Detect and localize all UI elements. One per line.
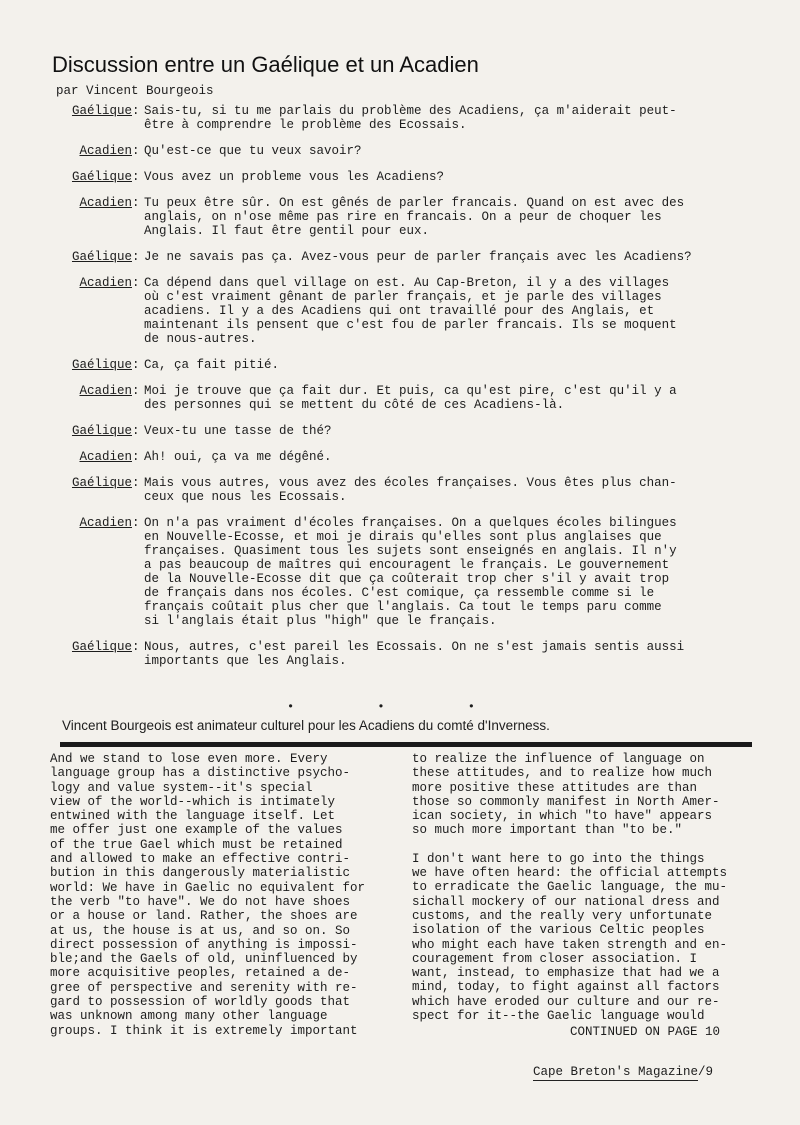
dialogue-turn [40, 516, 760, 628]
continued-note: CONTINUED ON PAGE 10 [570, 1025, 721, 1040]
speaker-colon: : [132, 144, 140, 158]
speech-line: Nous, autres, c'est pareil les Ecossais. On ne s'est jamais sentis aussi [144, 640, 685, 654]
text-line: ble;and the Gaels of old, uninfluenced by [50, 952, 358, 967]
speech-line: français coûtait plus cher que l'anglais. Ca tout le temps paru comme [144, 600, 662, 614]
speaker-label: Acadien [79, 384, 132, 398]
text-line: more positive these attitudes are than [412, 780, 698, 795]
text-line: more acquisitive peoples, retained a de- [50, 966, 351, 981]
speech-line: où c'est vraiment gênant de parler français, et je parle des villages [144, 290, 662, 304]
text-line: and allowed to make an effective contri- [50, 852, 351, 867]
speech-text [144, 358, 760, 372]
speech-text [144, 476, 760, 504]
speaker-label: Gaélique [71, 250, 132, 264]
speaker-label: Gaélique [71, 424, 132, 438]
speech-text [144, 276, 760, 346]
divider-rule [60, 742, 752, 747]
speaker-label: Gaélique [71, 476, 132, 490]
dialogue-turn [40, 196, 760, 238]
speaker-colon: : [132, 104, 140, 118]
speech-line: maintenant ils pensent que c'est fou de parler francais. Ils se moquent [144, 318, 677, 332]
speaker-colon: : [132, 384, 140, 398]
author-note: Vincent Bourgeois est animateur culturel pour les Acadiens du comté d'Inverness. [62, 718, 550, 733]
dialogue-turn [40, 170, 760, 184]
speaker-colon: : [132, 476, 140, 490]
speaker-colon: : [132, 450, 140, 464]
text-line: entwined with the language itself. Let [50, 809, 336, 824]
speaker-label: Gaélique [71, 358, 132, 372]
speech-text [144, 196, 760, 238]
speech-line: de la Nouvelle-Ecosse dit que ça coûterait trop cher s'il y avait trop [144, 572, 670, 586]
speech-line: ceux que nous les Ecossais. [144, 490, 347, 504]
page-slash: / [698, 1065, 706, 1079]
text-line: of the true Gael which must be retained [50, 837, 343, 852]
speaker-label: Gaélique [71, 170, 132, 184]
dialogue-turn [40, 476, 760, 504]
speech-line: Ca, ça fait pitié. [144, 358, 280, 372]
speaker-label: Acadien [79, 196, 132, 210]
speech-line: Ca dépend dans quel village on est. Au Cap-Breton, il y a des villages [144, 276, 670, 290]
speech-text [144, 384, 760, 412]
speaker-colon: : [132, 516, 140, 530]
text-line: logy and value system--it's special [50, 780, 313, 795]
text-line: those so commonly manifest in North Amer- [412, 794, 720, 809]
right-paragraph-2 [412, 852, 764, 1024]
dialogue-turn [40, 104, 760, 132]
speaker-colon: : [132, 170, 140, 184]
speech-line: de français dans nos écoles. C'est comique, ça ressemble comme si le [144, 586, 655, 600]
text-line: couragement from closer association. I [412, 951, 698, 966]
speaker-label: Acadien [79, 450, 132, 464]
speech-line: acadiens. Il y a des Acadiens qui ont travaillé pour des Anglais, et [144, 304, 655, 318]
speech-text [144, 104, 760, 132]
speech-text [144, 640, 760, 668]
speaker-label: Gaélique [71, 104, 132, 118]
speaker-colon: : [132, 424, 140, 438]
text-line: to realize the influence of language on [412, 752, 705, 766]
text-line: world: We have in Gaelic no equivalent for [50, 880, 366, 895]
left-column [50, 752, 398, 1038]
speaker-colon: : [132, 196, 140, 210]
dialogue-turn [40, 450, 760, 464]
text-line: to erradicate the Gaelic language, the mu- [412, 880, 728, 895]
dialogue [40, 100, 760, 668]
text-line: sichall mockery of our national dress and [412, 894, 720, 909]
text-line: view of the world--which is intimately [50, 794, 336, 809]
dialogue-turn [40, 250, 760, 264]
text-line: the verb "to have". We do not have shoes [50, 894, 351, 909]
page-number: 9 [705, 1065, 714, 1079]
speech-line: Mais vous autres, vous avez des écoles françaises. Vous êtes plus chan- [144, 476, 677, 490]
speaker-colon: : [132, 276, 140, 290]
speaker-label: Acadien [79, 276, 132, 290]
speech-line: Sais-tu, si tu me parlais du problème des Acadiens, ça m'aiderait peut- [144, 104, 677, 118]
speech-line: Vous avez un probleme vous les Acadiens? [144, 170, 445, 184]
dialogue-turn [40, 358, 760, 372]
speech-line: Anglais. Il faut être gentil pour eux. [144, 224, 430, 238]
text-line: And we stand to lose even more. Every [50, 752, 328, 766]
text-line: at us, the house is at us, and so on. So [50, 923, 351, 938]
speech-line: Moi je trouve que ça fait dur. Et puis, ca qu'est pire, c'est qu'il y a [144, 384, 677, 398]
dialogue-turn [40, 276, 760, 346]
text-line: mind, today, to fight against all factors [412, 980, 720, 995]
dialogue-turn [40, 640, 760, 668]
speech-text [144, 170, 760, 184]
speech-line: importants que les Anglais. [144, 654, 347, 668]
text-line: bution in this dangerously materialistic [50, 866, 351, 881]
speaker-label: Acadien [79, 144, 132, 158]
speaker-colon: : [132, 250, 140, 264]
byline: par Vincent Bourgeois [56, 84, 214, 98]
speech-line: Je ne savais pas ça. Avez-vous peur de parler français avec les Acadiens? [144, 250, 692, 264]
text-line: language group has a distinctive psycho- [50, 766, 351, 781]
speech-text [144, 424, 760, 438]
speaker-colon: : [132, 358, 140, 372]
text-line: want, instead, to emphasize that had we a [412, 966, 720, 981]
paragraph-gap [412, 838, 764, 852]
right-column [412, 752, 764, 1040]
speech-line: en Nouvelle-Ecosse, et moi je dirais qu'elles sont plus anglaises que [144, 530, 662, 544]
separator: • • • [286, 700, 513, 714]
magazine-name: Cape Breton's Magazine [533, 1065, 699, 1079]
text-line: direct possession of anything is impossi- [50, 937, 358, 952]
text-line: who might each have taken strength and en- [412, 937, 728, 952]
text-line: isolation of the various Celtic peoples [412, 923, 705, 938]
speech-line: a pas beaucoup de maîtres qui encouragent le français. Le gouvernement [144, 558, 670, 572]
text-line: customs, and the really very unfortunate [412, 908, 713, 923]
speech-line: Qu'est-ce que tu veux savoir? [144, 144, 362, 158]
dialogue-turn [40, 144, 760, 158]
text-line: gree of perspective and serenity with re- [50, 980, 358, 995]
speech-line: Ah! oui, ça va me dégêné. [144, 450, 332, 464]
speech-line: Tu peux être sûr. On est gênés de parler francais. Quand on est avec des [144, 196, 685, 210]
speech-text [144, 250, 760, 264]
page-footer [533, 1065, 713, 1079]
text-line: ican society, in which "to have" appears [412, 809, 713, 824]
text-line: me offer just one example of the values [50, 823, 343, 838]
text-line: spect for it--the Gaelic language would [412, 1009, 705, 1024]
text-line: so much more important than "to be." [412, 823, 683, 838]
speaker-colon: : [132, 640, 140, 654]
text-line: which have eroded our culture and our re- [412, 994, 720, 1009]
text-line: we have often heard: the official attempts [412, 866, 728, 881]
speech-line: de nous-autres. [144, 332, 257, 346]
text-line: these attitudes, and to realize how much [412, 766, 713, 781]
text-line: gard to possession of worldly goods that [50, 995, 351, 1010]
right-paragraph-1 [412, 752, 764, 838]
speech-line: anglais, on n'ose même pas rire en francais. On a peur de choquer les [144, 210, 662, 224]
speech-line: françaises. Quasiment tous les sujets sont enseignés en anglais. Il n'y [144, 544, 677, 558]
speech-line: On n'a pas vraiment d'écoles françaises. On a quelques écoles bilingues [144, 516, 677, 530]
speech-line: être à comprendre le problème des Ecossais. [144, 118, 467, 132]
speech-text [144, 516, 760, 628]
speech-text [144, 144, 760, 158]
dialogue-turn [40, 384, 760, 412]
speech-line: si l'anglais était plus "high" que le français. [144, 614, 497, 628]
speaker-label: Acadien [79, 516, 132, 530]
speech-line: Veux-tu une tasse de thé? [144, 424, 332, 438]
article-title: Discussion entre un Gaélique et un Acadien [52, 52, 479, 77]
speech-line: des personnes qui se mettent du côté de ces Acadiens-là. [144, 398, 565, 412]
text-line: groups. I think it is extremely important [50, 1023, 358, 1038]
dialogue-turn [40, 424, 760, 438]
speaker-label: Gaélique [71, 640, 132, 654]
text-line: I don't want here to go into the things [412, 851, 705, 866]
text-line: or a house or land. Rather, the shoes are [50, 909, 358, 924]
text-line: was unknown among many other language [50, 1009, 328, 1024]
speech-text [144, 450, 760, 464]
